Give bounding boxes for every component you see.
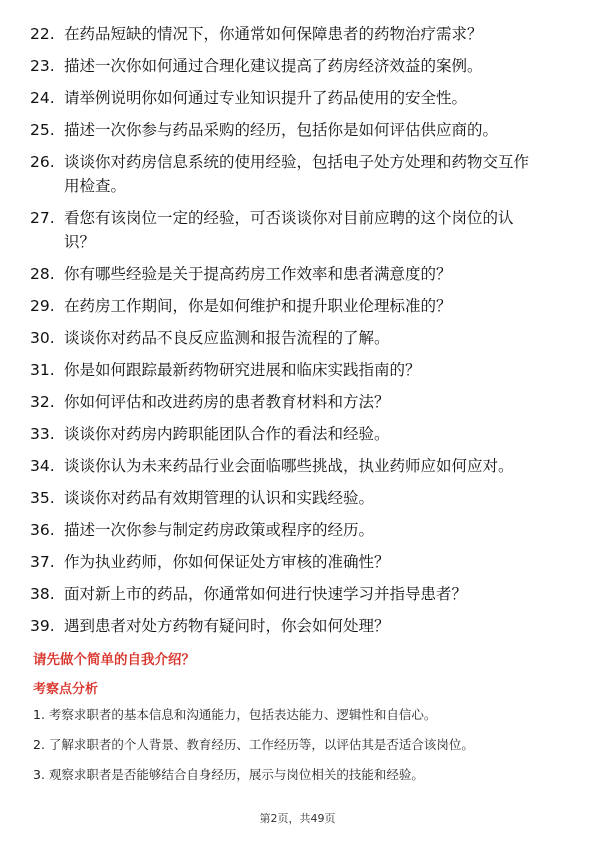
question-item <box>30 262 570 286</box>
question-text: 谈谈你对药品不良反应监测和报告流程的了解。 <box>64 329 390 347</box>
question-text: 描述一次你如何通过合理化建议提高了药房经济效益的案例。 <box>64 57 483 75</box>
question-number: 35. <box>30 489 55 507</box>
question-item <box>30 54 570 78</box>
question-text: 遇到患者对处方药物有疑问时，你会如何处理？ <box>64 617 390 635</box>
question-number: 26. <box>30 153 55 171</box>
question-number: 37. <box>30 553 55 571</box>
question-number: 32. <box>30 393 55 411</box>
question-number: 25. <box>30 121 55 139</box>
question-item <box>30 86 570 110</box>
question-number: 31. <box>30 361 55 379</box>
question-number: 24. <box>30 89 55 107</box>
analysis-heading: 考察点分析 <box>33 682 99 697</box>
page-footer: 第2页，共49页 <box>259 812 336 825</box>
question-text: 看您有该岗位一定的经验，可否谈谈你对目前应聘的这个岗位的认识？ <box>64 209 514 251</box>
question-number: 38. <box>30 585 55 603</box>
question-text: 描述一次你参与制定药房政策或程序的经历。 <box>64 521 375 539</box>
question-text: 你是如何跟踪最新药物研究进展和临床实践指南的？ <box>64 361 421 379</box>
question-item <box>30 422 570 446</box>
analysis-list <box>33 706 563 796</box>
question-text: 谈谈你认为未来药品行业会面临哪些挑战，执业药师应如何应对。 <box>64 457 514 475</box>
analysis-point: 3. 观察求职者是否能够结合自身经历，展示与岗位相关的技能和经验。 <box>33 767 424 782</box>
section-heading: 请先做个简单的自我介绍？ <box>33 652 195 668</box>
question-item <box>30 118 570 142</box>
question-item <box>30 206 570 254</box>
question-number: 22. <box>30 25 55 43</box>
analysis-point: 1. 考察求职者的基本信息和沟通能力，包括表达能力、逻辑性和自信心。 <box>33 707 437 722</box>
question-item <box>30 486 570 510</box>
question-item <box>30 294 570 318</box>
question-item <box>30 22 570 46</box>
question-item <box>30 390 570 414</box>
question-item <box>30 582 570 606</box>
question-item <box>30 358 570 382</box>
question-text: 请举例说明你如何通过专业知识提升了药品使用的安全性。 <box>64 89 468 107</box>
question-text: 你有哪些经验是关于提高药房工作效率和患者满意度的？ <box>64 265 452 283</box>
question-item <box>30 326 570 350</box>
question-number: 28. <box>30 265 55 283</box>
question-text: 面对新上市的药品，你通常如何进行快速学习并指导患者？ <box>64 585 468 603</box>
question-text: 作为执业药师，你如何保证处方审核的准确性？ <box>64 553 390 571</box>
question-item <box>30 518 570 542</box>
question-number: 39. <box>30 617 55 635</box>
question-list <box>30 22 570 646</box>
question-number: 23. <box>30 57 55 75</box>
question-text: 你如何评估和改进药房的患者教育材料和方法？ <box>64 393 390 411</box>
question-number: 33. <box>30 425 55 443</box>
question-number: 30. <box>30 329 55 347</box>
question-item <box>30 614 570 638</box>
question-number: 27. <box>30 209 55 227</box>
question-item <box>30 150 570 198</box>
question-text: 在药房工作期间，你是如何维护和提升职业伦理标准的？ <box>64 297 452 315</box>
question-text: 在药品短缺的情况下，你通常如何保障患者的药物治疗需求？ <box>64 25 483 43</box>
question-text: 谈谈你对药房内跨职能团队合作的看法和经验。 <box>64 425 390 443</box>
analysis-point: 2. 了解求职者的个人背景、教育经历、工作经历等，以评估其是否适合该岗位。 <box>33 737 474 752</box>
question-text: 谈谈你对药房信息系统的使用经验，包括电子处方处理和药物交互作用检查。 <box>64 153 530 195</box>
question-text: 谈谈你对药品有效期管理的认识和实践经验。 <box>64 489 375 507</box>
question-item <box>30 550 570 574</box>
question-number: 36. <box>30 521 55 539</box>
question-number: 34. <box>30 457 55 475</box>
question-number: 29. <box>30 297 55 315</box>
question-text: 描述一次你参与药品采购的经历，包括你是如何评估供应商的。 <box>64 121 499 139</box>
question-item <box>30 454 570 478</box>
